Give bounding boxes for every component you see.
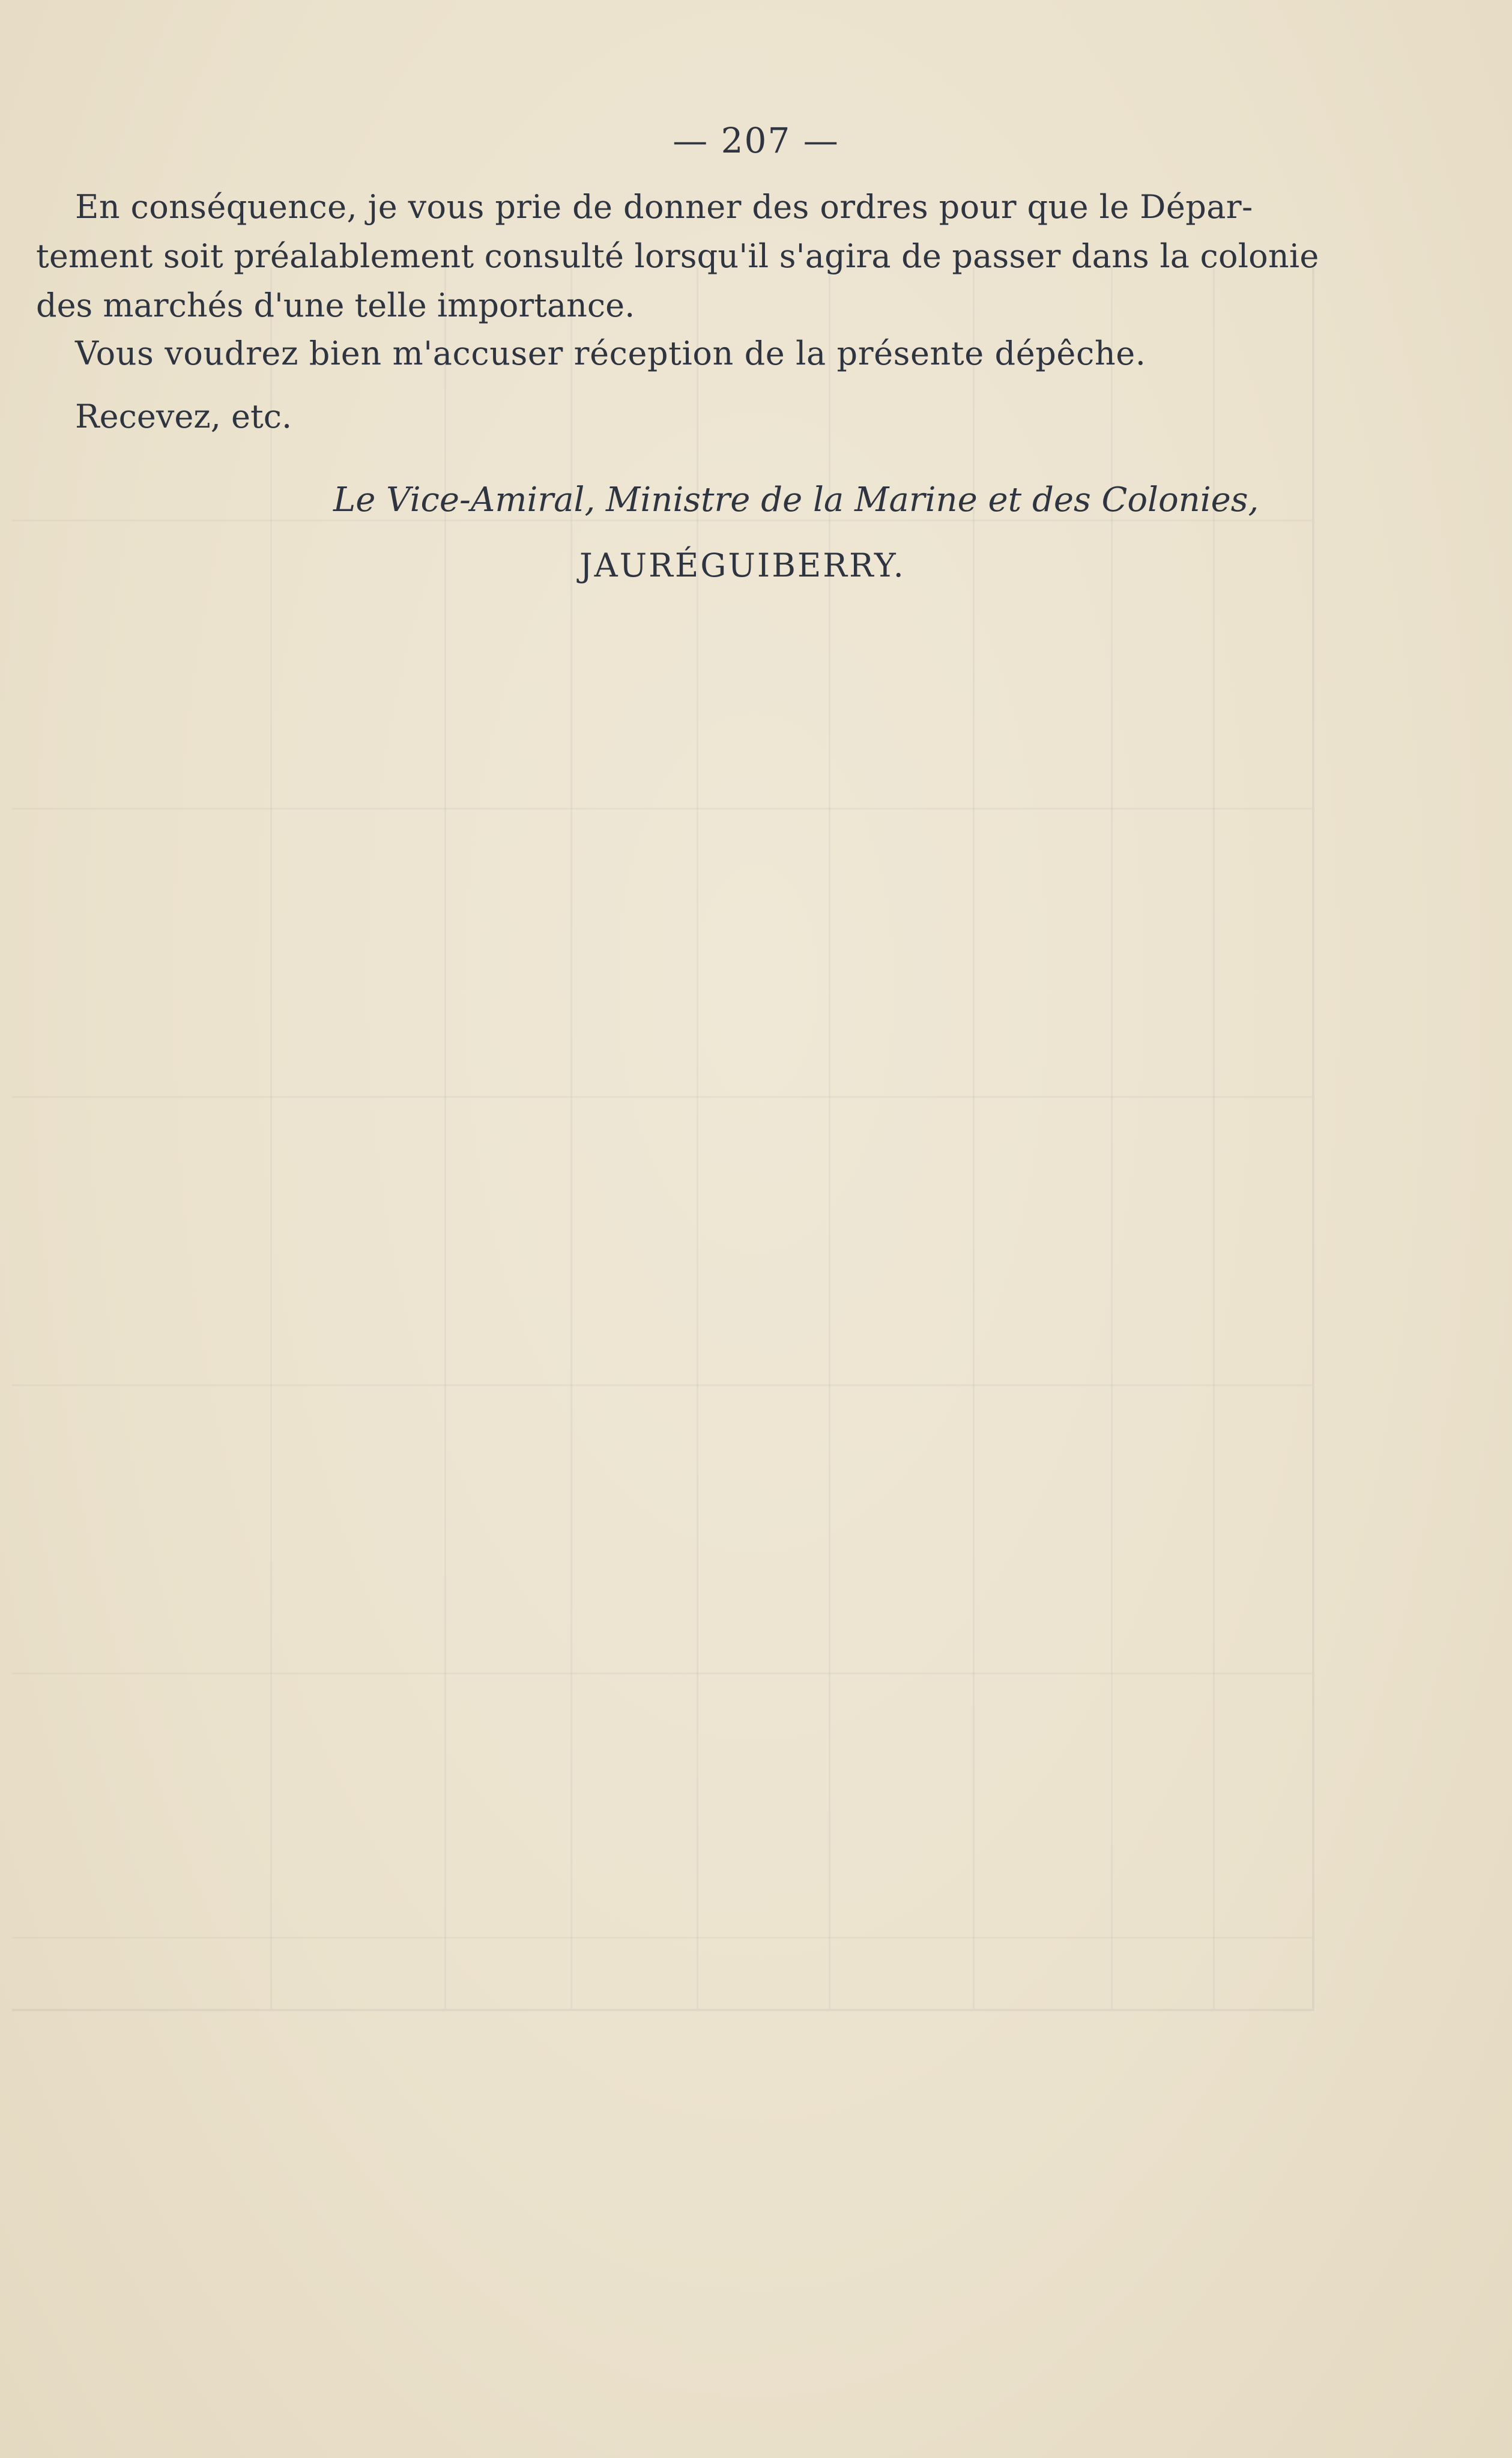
paragraph-1-line-3: des marchés d'une telle importance.	[36, 286, 635, 324]
paragraph-2: Vous voudrez bien m'accuser réception de la présente dépêche.	[75, 334, 1146, 372]
paragraph-1-line-2: tement soit préalablement consulté lorsqu'il s'agira de passer dans la colonie	[36, 237, 1319, 275]
page-number: — 207 —	[673, 120, 839, 161]
closing-salutation: Recevez, etc.	[75, 398, 292, 435]
bleed-through-table	[12, 267, 1314, 2011]
signature-title: Le Vice-Amiral, Ministre de la Marine et des Colonies,	[333, 480, 1259, 519]
paragraph-1-line-1: En conséquence, je vous prie de donner des ordres pour que le Dépar-	[75, 188, 1253, 226]
signature-name: JAURÉGUIBERRY.	[579, 546, 906, 584]
